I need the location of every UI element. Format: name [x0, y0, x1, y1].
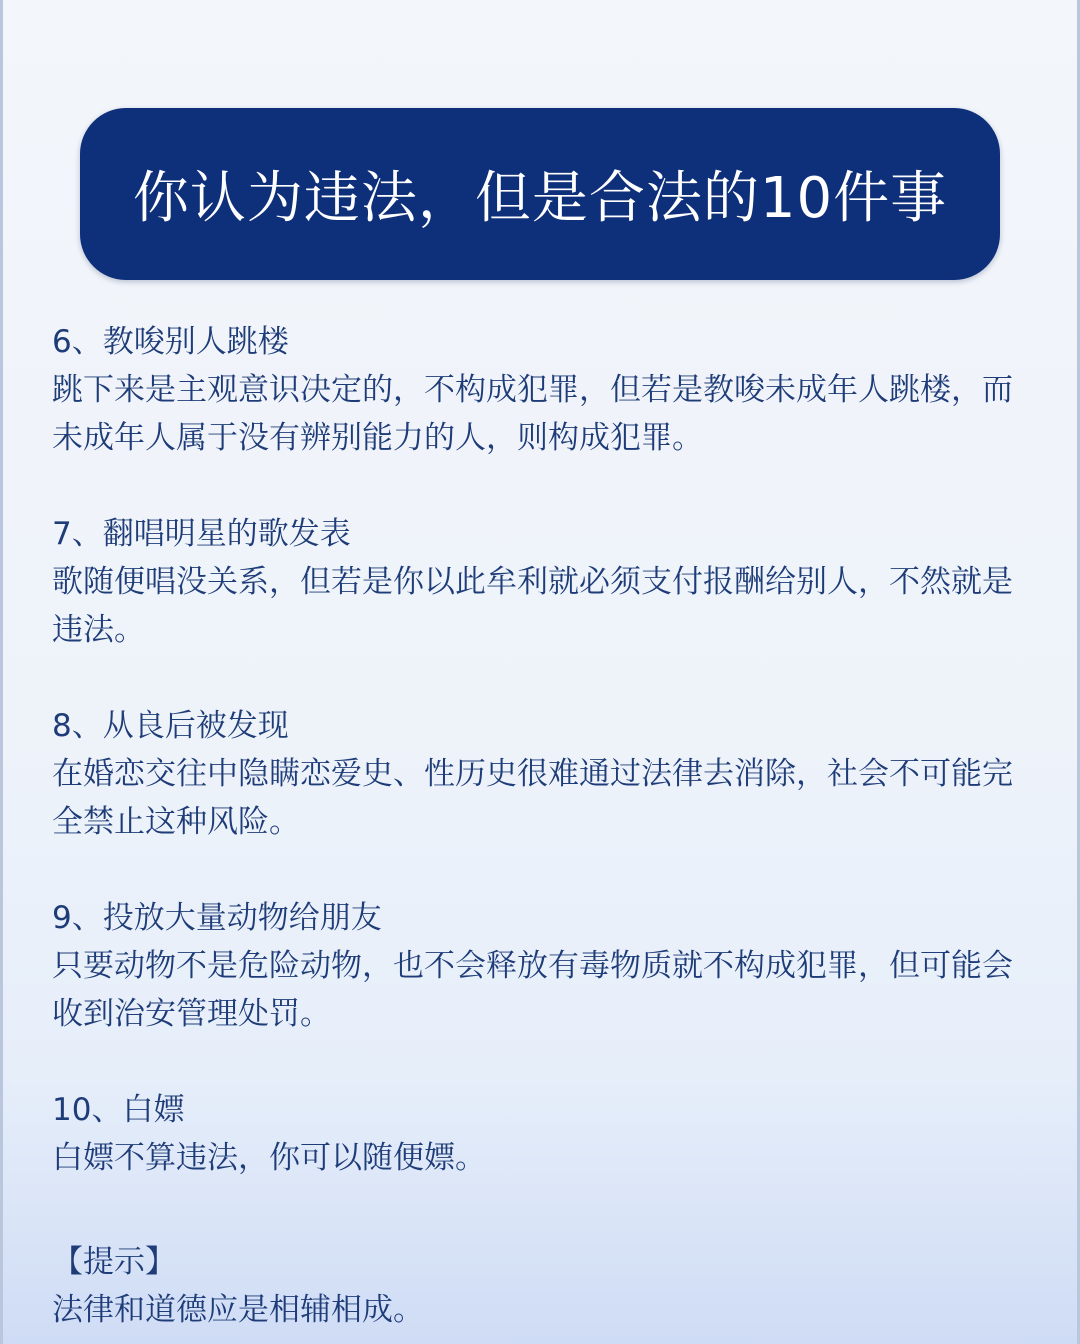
list-item [52, 318, 1042, 462]
frame-edge-left [0, 0, 3, 1344]
tip-body: 法律和道德应是相辅相成。 [52, 1292, 424, 1328]
item-body: 跳下来是主观意识决定的，不构成犯罪，但若是教唆未成年人跳楼，而未成年人属于没有辨别能力的人，则构成犯罪。 [52, 372, 1013, 456]
tip-heading: 【提示】 [52, 1244, 176, 1280]
page-title: 你认为违法，但是合法的10件事 [132, 166, 948, 231]
item-body: 在婚恋交往中隐瞒恋爱史、性历史很难通过法律去消除，社会不可能完全禁止这种风险。 [52, 756, 1013, 840]
item-list [52, 318, 1042, 1230]
list-item [52, 894, 1042, 1038]
list-item [52, 510, 1042, 654]
item-body: 歌随便唱没关系，但若是你以此牟利就必须支付报酬给别人，不然就是违法。 [52, 564, 1013, 648]
item-heading: 7、翻唱明星的歌发表 [52, 516, 351, 552]
item-heading: 9、投放大量动物给朋友 [52, 900, 382, 936]
item-heading: 10、白嫖 [52, 1092, 185, 1128]
tip-section [52, 1238, 1042, 1334]
item-body: 白嫖不算违法，你可以随便嫖。 [52, 1140, 486, 1176]
title-banner [80, 108, 1000, 280]
item-heading: 8、从良后被发现 [52, 708, 289, 744]
list-item [52, 702, 1042, 846]
item-heading: 6、教唆别人跳楼 [52, 324, 289, 360]
list-item [52, 1086, 1042, 1182]
item-body: 只要动物不是危险动物，也不会释放有毒物质就不构成犯罪，但可能会收到治安管理处罚。 [52, 948, 1013, 1032]
